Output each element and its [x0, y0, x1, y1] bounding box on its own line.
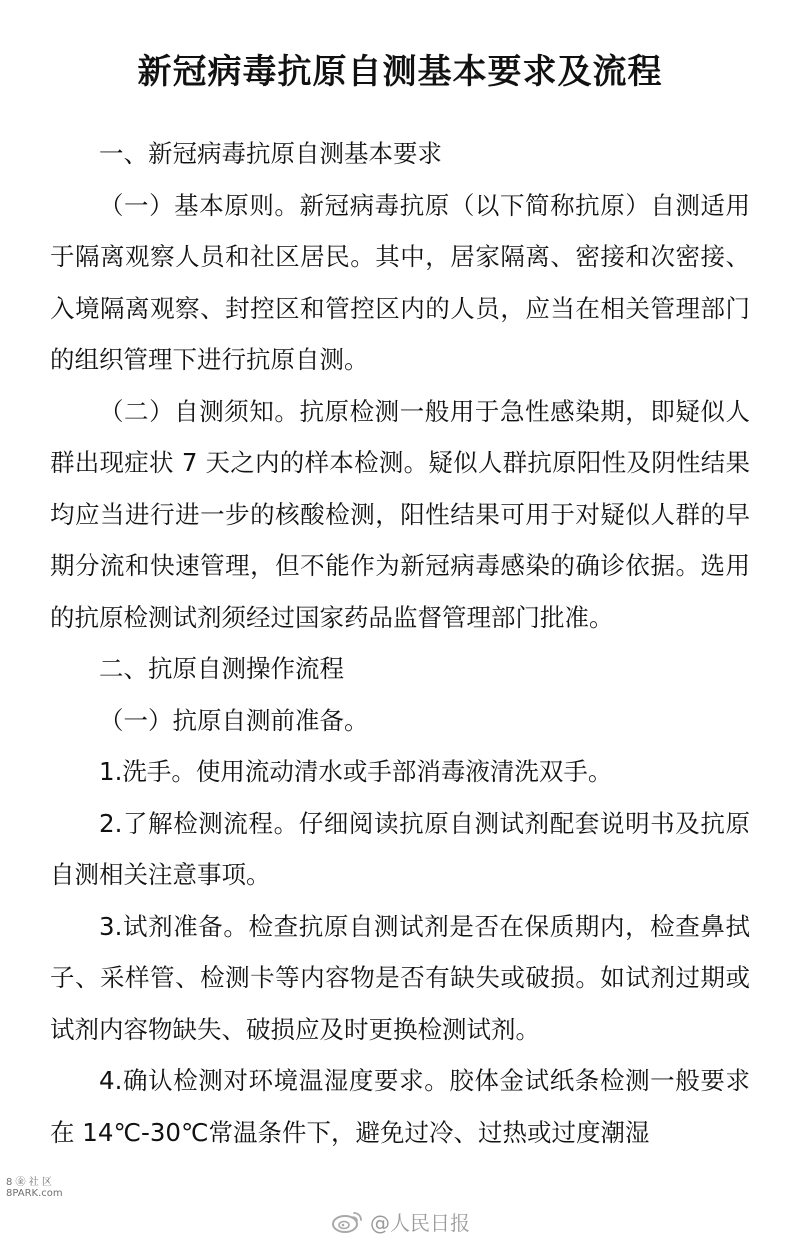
site-watermark-line2: 8PARK.com	[6, 1188, 63, 1199]
weibo-icon	[330, 1208, 364, 1234]
document-title: 新冠病毒抗原自测基本要求及流程	[137, 52, 663, 92]
paragraph-self-test-notice: （二）自测须知。抗原检测一般用于急性感染期，即疑似人群出现症状 7 天之内的样本检测。疑似人群抗原阳性及阴性结果均应当进行进一步的核酸检测，阳性结果可用于对疑似人群的早期分流和快速管理，但不能作为新冠病毒感染的确诊依据。选用的抗原检测试剂须经过国家药品监督管理部门批准。	[50, 396, 750, 632]
step-wash-hands: 1.洗手。使用流动清水或手部消毒液清洗双手。	[99, 757, 613, 786]
section-heading-2: 二、抗原自测操作流程	[99, 654, 344, 683]
weibo-watermark	[0, 1201, 800, 1241]
paragraph-basic-principle: （一）基本原则。新冠病毒抗原（以下简称抗原）自测适用于隔离观察人员和社区居民。其中，居家隔离、密接和次密接、入境隔离观察、封控区和管控区内的人员，应当在相关管理部门的组织管理下进行抗原自测。	[50, 190, 750, 374]
step-reagent-preparation: 3.试剂准备。检查抗原自测试剂是否在保质期内，检查鼻拭子、采样管、检测卡等内容物是否有缺失或破损。如试剂过期或试剂内容物缺失、破损应及时更换检测试剂。	[50, 911, 750, 1044]
step-confirm-environment: 4.确认检测对环境温湿度要求。胶体金试纸条检测一般要求在 14℃-30℃常温条件下，避免过冷、过热或过度潮湿	[50, 1066, 750, 1147]
section-heading-1: 一、新冠病毒抗原自测基本要求	[99, 139, 442, 168]
site-watermark-line1: 8 ㊎ 社 区	[6, 1177, 52, 1188]
weibo-account-name: @人民日报	[370, 1210, 470, 1235]
subheading-preparation: （一）抗原自测前准备。	[99, 705, 369, 735]
document-body	[50, 128, 750, 1158]
step-understand-process: 2.了解检测流程。仔细阅读抗原自测试剂配套说明书及抗原自测相关注意事项。	[50, 808, 750, 889]
